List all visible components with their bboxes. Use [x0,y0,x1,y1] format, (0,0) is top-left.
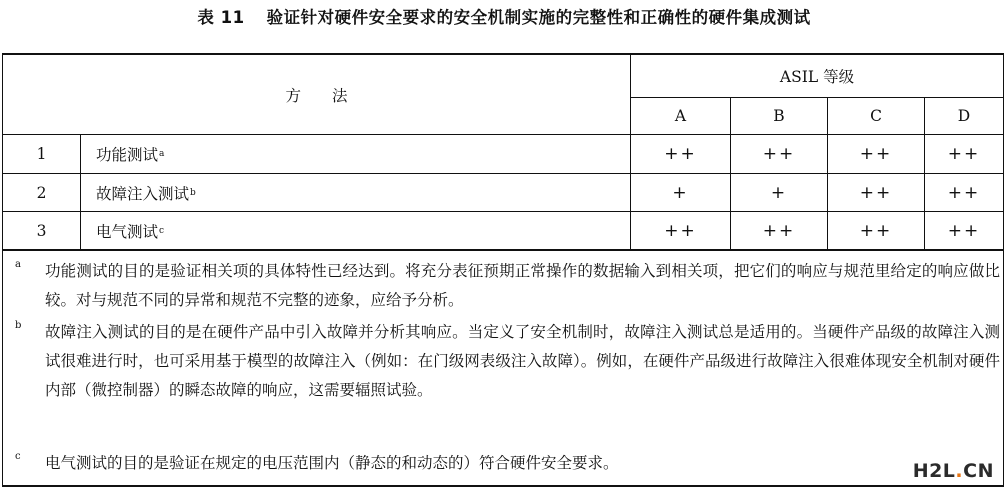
watermark-dot: . [955,460,964,482]
note-b-text: 故障注入测试的目的是在硬件产品中引入故障并分析其响应。当定义了安全机制时，故障注入测试总是适用的。当硬件产品级的故障注入测试很难进行时，也可采用基于模型的故障注入（例如：在门级网表级注入故障）。例如，在硬件产品级进行故障注入很难体现安全机制对硬件内部（微控制器）的瞬态故障的响应，这需要辐照试验。 [45,323,1000,399]
row-2-rating-a: + [672,182,689,203]
level-c: C [870,107,882,125]
divider-index [80,135,81,250]
table-title-text: 验证针对硬件安全要求的安全机制实施的完整性和正确性的硬件集成测试 [266,8,811,27]
row-3-rating-a: ++ [664,220,697,241]
watermark-right: CN [963,460,994,482]
row-2-index: 2 [36,183,47,202]
table-title [0,4,1008,28]
table-number: 表 11 [197,8,245,27]
divider-notes [3,249,1003,251]
row-3-index: 3 [36,221,47,240]
watermark-left: H2L [912,460,956,482]
asil-header: ASIL 等级 [779,68,855,86]
site-watermark [913,460,994,482]
level-b: B [773,107,785,125]
row-1-rating-c: ++ [859,144,893,164]
row-2-rating-c: ++ [859,182,893,203]
row-1-rating-b: ++ [762,144,796,164]
table-frame [2,53,1004,487]
row-1-rating-d: ++ [947,144,981,164]
row-3-rating-b: ++ [762,220,796,241]
note-b-mark: b [15,320,22,331]
row-1-rating-a: ++ [664,144,697,164]
row-3-rating-d: ++ [947,220,981,241]
note-b [15,318,1000,405]
row-1-method: 功能测试 a [96,135,626,173]
method-header: 方 法 [285,86,348,105]
note-c-mark: c [15,451,21,462]
note-a-mark: a [15,259,21,270]
note-c-text: 电气测试的目的是验证在规定的电压范围内（静态的和动态的）符合硬件安全要求。 [45,454,619,472]
row-2-rating-b: + [770,182,788,203]
row-1-method-text: 功能测试 [96,146,159,164]
row-2-rating-d: ++ [947,182,981,203]
row-2-method: 故障注入测试 b [96,174,626,211]
row-3-method-text: 电气测试 [96,222,159,241]
row-1-index: 1 [36,145,47,163]
note-c [15,449,1000,478]
level-d: D [957,107,971,125]
note-a [15,257,1000,315]
row-2-method-text: 故障注入测试 [96,184,190,203]
note-a-text: 功能测试的目的是验证相关项的具体特性已经达到。将充分表征预期正常操作的数据输入到相关项，把它们的响应与规范里给定的响应做比较。对与规范不同的异常和规范不完整的迹象，应给予分析。 [45,262,1000,309]
row-3-method: 电气测试 c [96,212,626,249]
level-a: A [674,107,687,125]
row-3-rating-c: ++ [859,220,893,241]
